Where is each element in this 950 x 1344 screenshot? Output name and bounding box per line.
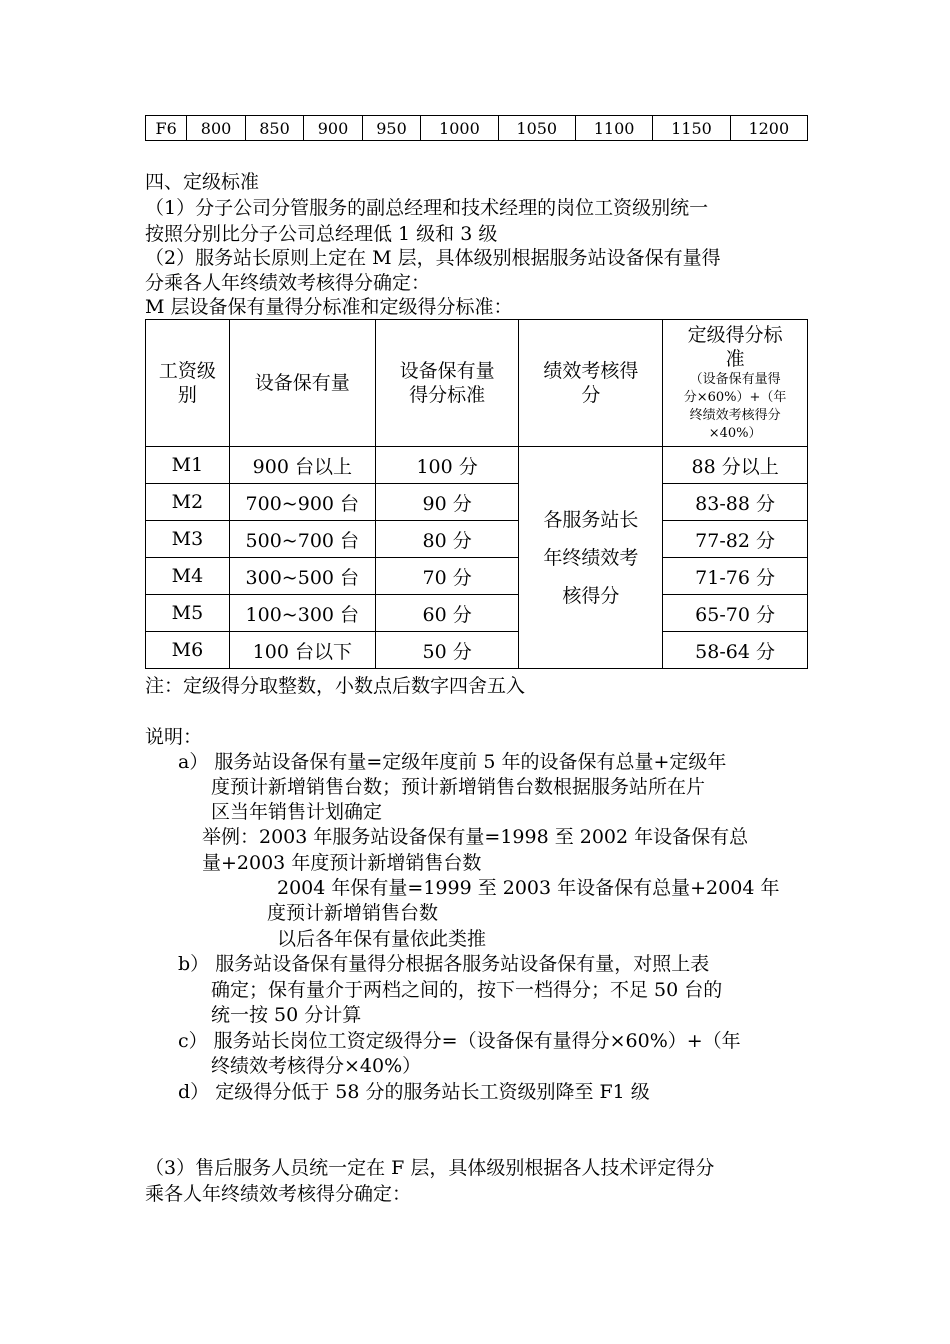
list-item-a-line: 度预计新增销售台数；预计新增销售台数根据服务站所在片 — [211, 776, 706, 798]
list-item-a-line: 区当年销售计划确定 — [211, 801, 383, 823]
performance-merged-cell: 各服务站长 年终绩效考 核得分 — [519, 447, 663, 669]
table-cell: 1100 — [575, 116, 652, 141]
quantity-cell: 500~700 台 — [229, 521, 375, 558]
f6-salary-table — [145, 115, 808, 141]
list-item-c: c） 服务站长岗位工资定级得分=（设备保有量得分×60%）+（年 — [178, 1030, 741, 1052]
grade-cell: 58-64 分 — [663, 632, 808, 669]
table-row — [146, 484, 808, 521]
level-cell: M6 — [146, 632, 230, 669]
grade-cell: 71-76 分 — [663, 558, 808, 595]
table-cell: 850 — [245, 116, 303, 141]
table-note: 注：定级得分取整数，小数点后数字四舍五入 — [145, 675, 526, 697]
score-cell: 100 分 — [375, 447, 519, 484]
paragraph-line: 分乘各人年终绩效考核得分确定： — [145, 272, 431, 294]
quantity-cell: 100 台以下 — [229, 632, 375, 669]
header-cell: 定级得分标 准 （设备保有量得 分×60%）+（年 终绩效考核得分 ×40%） — [663, 320, 808, 447]
header-cell: 绩效考核得 分 — [519, 320, 663, 447]
header-cell: 设备保有量 — [229, 320, 375, 447]
table-row — [146, 632, 808, 669]
level-cell: M3 — [146, 521, 230, 558]
paragraph-line: （2）服务站长原则上定在 M 层，具体级别根据服务站设备保有量得 — [145, 247, 721, 269]
table-row — [146, 521, 808, 558]
header-cell: 设备保有量 得分标准 — [375, 320, 519, 447]
paragraph-line: 按照分别比分子公司总经理低 1 级和 3 级 — [145, 223, 498, 245]
level-cell: M2 — [146, 484, 230, 521]
list-item-b: b） 服务站设备保有量得分根据各服务站设备保有量，对照上表 — [178, 953, 710, 975]
table-cell: 1000 — [421, 116, 498, 141]
paragraph-line: 乘各人年终绩效考核得分确定： — [145, 1183, 412, 1205]
section-title: 四、定级标准 — [145, 171, 260, 193]
level-cell: M4 — [146, 558, 230, 595]
table-cell: 900 — [304, 116, 362, 141]
score-cell: 90 分 — [375, 484, 519, 521]
quantity-cell: 300~500 台 — [229, 558, 375, 595]
table-cell: F6 — [146, 116, 187, 141]
list-item-d: d） 定级得分低于 58 分的服务站长工资级别降至 F1 级 — [178, 1081, 650, 1103]
table-row — [146, 558, 808, 595]
grade-cell: 77-82 分 — [663, 521, 808, 558]
quantity-cell: 100~300 台 — [229, 595, 375, 632]
explanation-title: 说明： — [145, 726, 203, 748]
table-row — [146, 595, 808, 632]
header-cell: 工资级 别 — [146, 320, 230, 447]
grade-cell: 65-70 分 — [663, 595, 808, 632]
table-cell: 1050 — [498, 116, 575, 141]
table-row — [146, 116, 808, 141]
list-item-a: a） 服务站设备保有量=定级年度前 5 年的设备保有总量+定级年 — [178, 751, 727, 773]
quantity-cell: 900 台以上 — [229, 447, 375, 484]
level-cell: M5 — [146, 595, 230, 632]
table-cell: 1150 — [653, 116, 730, 141]
example-line: 2004 年保有量=1999 至 2003 年设备保有总量+2004 年 — [277, 877, 780, 899]
list-item-c-line: 终绩效考核得分×40%） — [211, 1055, 422, 1077]
grade-cell: 83-88 分 — [663, 484, 808, 521]
paragraph-line: （3）售后服务人员统一定在 F 层，具体级别根据各人技术评定得分 — [145, 1157, 715, 1179]
score-cell: 50 分 — [375, 632, 519, 669]
table-cell: 1200 — [730, 116, 807, 141]
paragraph-line: （1）分子公司分管服务的副总经理和技术经理的岗位工资级别统一 — [145, 197, 709, 219]
example-line: 举例：2003 年服务站设备保有量=1998 至 2002 年设备保有总 — [202, 826, 749, 848]
grade-cell: 88 分以上 — [663, 447, 808, 484]
quantity-cell: 700~900 台 — [229, 484, 375, 521]
score-cell: 80 分 — [375, 521, 519, 558]
table-cell: 800 — [187, 116, 245, 141]
list-item-b-line: 确定；保有量介于两档之间的，按下一档得分；不足 50 台的 — [211, 979, 723, 1001]
score-cell: 60 分 — [375, 595, 519, 632]
table-cell: 950 — [362, 116, 420, 141]
example-line: 量+2003 年度预计新增销售台数 — [202, 852, 482, 874]
score-cell: 70 分 — [375, 558, 519, 595]
table-row — [146, 447, 808, 484]
example-line: 以后各年保有量依此类推 — [277, 928, 487, 950]
table-caption: M 层设备保有量得分标准和定级得分标准： — [145, 296, 513, 318]
list-item-b-line: 统一按 50 分计算 — [211, 1004, 362, 1026]
m-level-grading-table — [145, 319, 808, 669]
level-cell: M1 — [146, 447, 230, 484]
table-header-row — [146, 320, 808, 447]
example-line: 度预计新增销售台数 — [267, 902, 439, 924]
